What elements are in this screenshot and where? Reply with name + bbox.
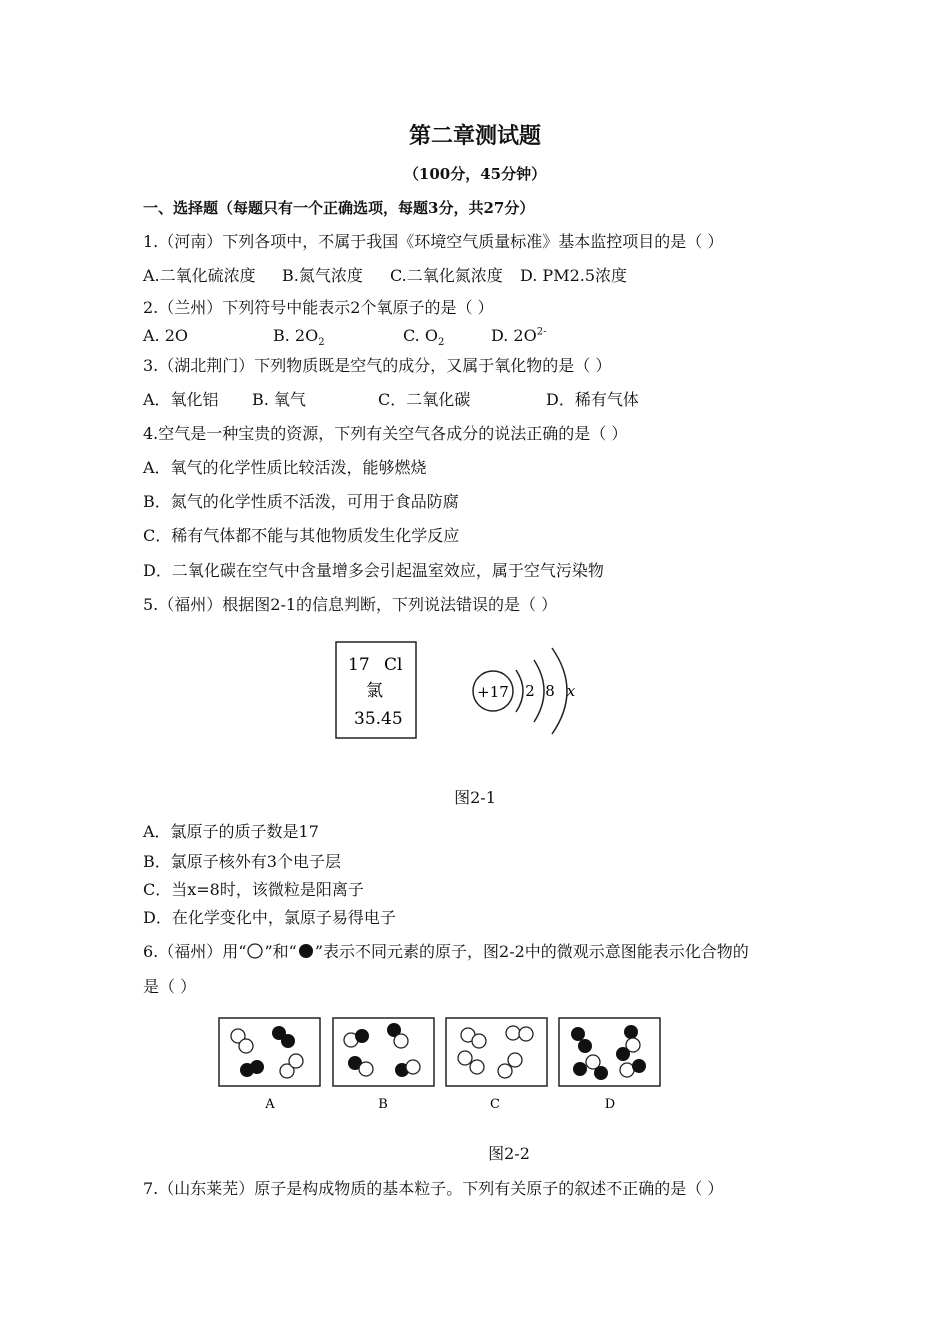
q3-option-c: C．二氧化碳: [378, 390, 471, 409]
figure-2-1: [330, 636, 590, 746]
element-number: 17: [348, 655, 370, 675]
q6-stem-line2: 是（ ）: [143, 977, 197, 996]
figure-2-1-caption: 图2-1: [454, 788, 496, 807]
q2-option-a: A. 2O: [143, 326, 189, 345]
q2-option-c: C. $O_2$: [403, 326, 445, 349]
q5-option-b: B．氯原子核外有3个电子层: [143, 852, 341, 871]
q1-option-d: D. PM2.5浓度: [520, 266, 628, 285]
q4-option-b: B．氮气的化学性质不活泼，可用于食品防腐: [143, 492, 459, 511]
q5-option-c: C．当x=8时，该微粒是阳离子: [143, 880, 364, 899]
q4-option-d: D．二氧化碳在空气中含量增多会引起温室效应，属于空气污染物: [143, 561, 604, 580]
page-subtitle: （100分，45分钟）: [403, 165, 547, 183]
black-atom-icon: [297, 943, 315, 959]
q2-option-d: D. $2O^{2-}$: [491, 326, 547, 345]
shell-2-electrons: 8: [545, 682, 555, 700]
electron-shell-1: [516, 670, 523, 712]
q4-stem: 4.空气是一种宝贵的资源，下列有关空气各成分的说法正确的是（ ）: [143, 424, 628, 443]
page-title: 第二章测试题: [408, 123, 541, 149]
q4-option-c: C．稀有气体都不能与其他物质发生化学反应: [143, 526, 460, 545]
box-label-a: A: [265, 1097, 275, 1112]
figure-2-2-caption: 图2-2: [488, 1144, 530, 1163]
q1-option-b: B.氮气浓度: [282, 266, 363, 285]
q1-stem: 1.（河南）下列各项中，不属于我国《环境空气质量标准》基本监控项目的是（ ）: [143, 232, 724, 251]
box-label-b: B: [378, 1097, 388, 1112]
white-atom-icon: [246, 943, 264, 959]
q3-stem: 3.（湖北荆门）下列物质既是空气的成分，又属于氧化物的是（ ）: [143, 356, 612, 375]
q4-option-a: A．氧气的化学性质比较活泼，能够燃烧: [143, 458, 427, 477]
q2-stem: 2.（兰州）下列符号中能表示2个氧原子的是（ ）: [143, 298, 494, 317]
q5-option-d: D．在化学变化中，氯原子易得电子: [143, 908, 396, 927]
element-symbol: Cl: [384, 655, 403, 675]
molecule-box-a: [219, 1018, 320, 1112]
element-mass: 35.45: [354, 709, 403, 729]
q2-option-b: B. $2O_2$: [273, 326, 325, 349]
molecule-box-d: [559, 1018, 660, 1112]
box-label-c: C: [490, 1097, 500, 1112]
molecule-box-c: [446, 1018, 547, 1112]
molecule-box-b: [333, 1018, 434, 1112]
q7-stem: 7.（山东莱芜）原子是构成物质的基本粒子。下列有关原子的叙述不正确的是（ ）: [143, 1179, 724, 1198]
figure-2-2: [215, 1014, 665, 1114]
box-label-d: D: [604, 1097, 616, 1112]
q6-stem: 6.（福州）用“ ”和“ ”表示不同元素的原子，图2-2中的微观示意图能表示化合物的: [143, 942, 749, 961]
q1-option-c: C.二氧化氮浓度: [390, 266, 503, 285]
q3-option-d: D．稀有气体: [546, 390, 639, 409]
q3-option-a: A．氧化铝: [143, 390, 219, 409]
section-heading: 一、选择题（每题只有一个正确选项，每题3分，共27分）: [143, 199, 535, 217]
q1-option-a: A.二氧化硫浓度: [143, 266, 256, 285]
element-name: 氯: [366, 681, 383, 701]
shell-3-electrons: x: [566, 682, 576, 700]
q5-stem: 5.（福州）根据图2-1的信息判断，下列说法错误的是（ ）: [143, 595, 558, 614]
shell-1-electrons: 2: [525, 682, 535, 700]
nucleus-charge: +17: [477, 683, 509, 701]
electron-shell-2: [534, 660, 544, 722]
q5-option-a: A．氯原子的质子数是17: [143, 822, 319, 841]
q3-option-b: B. 氧气: [252, 390, 306, 409]
